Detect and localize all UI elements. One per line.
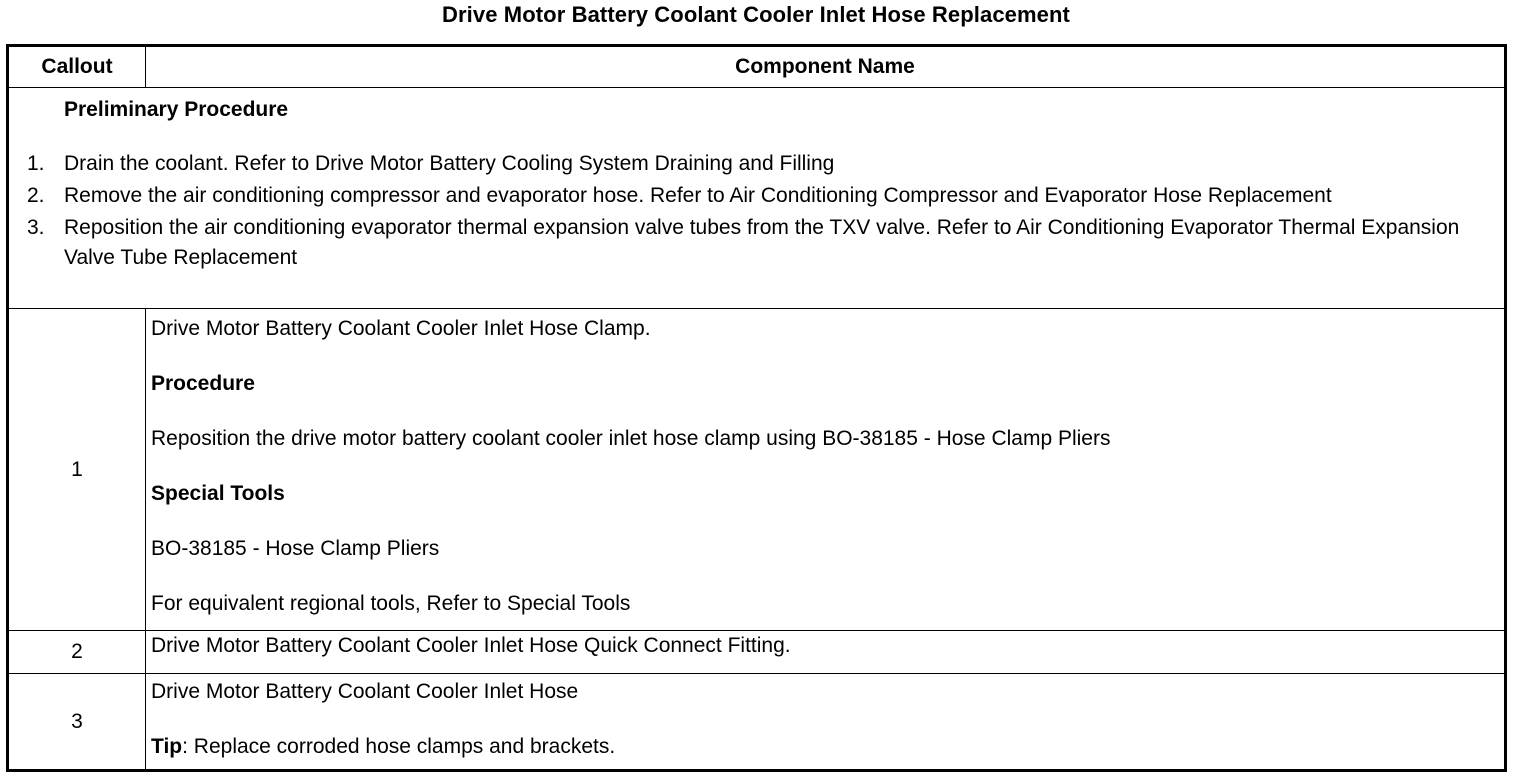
callout-cell: 1 <box>8 309 146 631</box>
table-row <box>8 674 1506 771</box>
preliminary-cell <box>8 88 1506 309</box>
component-cell <box>146 674 1506 771</box>
step-number: 1. <box>27 152 45 175</box>
component-cell <box>146 309 1506 631</box>
step-text: Drain the coolant. Refer to Drive Motor Battery Cooling System Draining and Filling <box>64 152 835 175</box>
header-callout: Callout <box>8 46 146 88</box>
procedure-table <box>6 44 1507 772</box>
preliminary-heading: Preliminary Procedure <box>64 98 289 121</box>
procedure-label: Procedure <box>151 372 255 395</box>
step-text: Remove the air conditioning compressor and evaporator hose. Refer to Air Conditioning Compressor and Evaporator Hose Replacement <box>64 184 1332 207</box>
special-tools-text: BO-38185 - Hose Clamp Pliers <box>151 537 440 560</box>
preliminary-steps <box>9 149 1504 273</box>
step-text: Reposition the air conditioning evaporator thermal expansion valve tubes from the TXV valve. Refer to Air Conditioning Evaporator Thermal Expansion Valve Tube Replacement <box>64 216 1460 269</box>
tip-label: Tip <box>151 735 183 758</box>
table-row <box>8 309 1506 631</box>
list-item <box>9 149 1504 179</box>
table-header-row <box>8 46 1506 88</box>
special-tools-label: Special Tools <box>151 482 285 505</box>
page-title: Drive Motor Battery Coolant Cooler Inlet Hose Replacement <box>442 2 1070 27</box>
step-number: 2. <box>27 184 45 207</box>
tip-text: : Replace corroded hose clamps and brackets. <box>182 735 616 758</box>
component-name: Drive Motor Battery Coolant Cooler Inlet Hose <box>151 680 579 703</box>
list-item <box>9 213 1504 273</box>
equivalent-tools-text: For equivalent regional tools, Refer to Special Tools <box>151 592 631 615</box>
callout-cell: 2 <box>8 631 146 674</box>
header-component-name: Component Name <box>146 46 1506 88</box>
step-number: 3. <box>27 216 45 239</box>
callout-cell: 3 <box>8 674 146 771</box>
component-name: Drive Motor Battery Coolant Cooler Inlet Hose Clamp. <box>151 317 651 340</box>
preliminary-row <box>8 88 1506 309</box>
table-row <box>8 631 1506 674</box>
list-item <box>9 181 1504 211</box>
procedure-text: Reposition the drive motor battery coolant cooler inlet hose clamp using BO-38185 - Hose Clamp Pliers <box>151 427 1111 450</box>
component-name: Drive Motor Battery Coolant Cooler Inlet Hose Quick Connect Fitting. <box>146 631 1506 674</box>
tip-line <box>151 732 1504 762</box>
